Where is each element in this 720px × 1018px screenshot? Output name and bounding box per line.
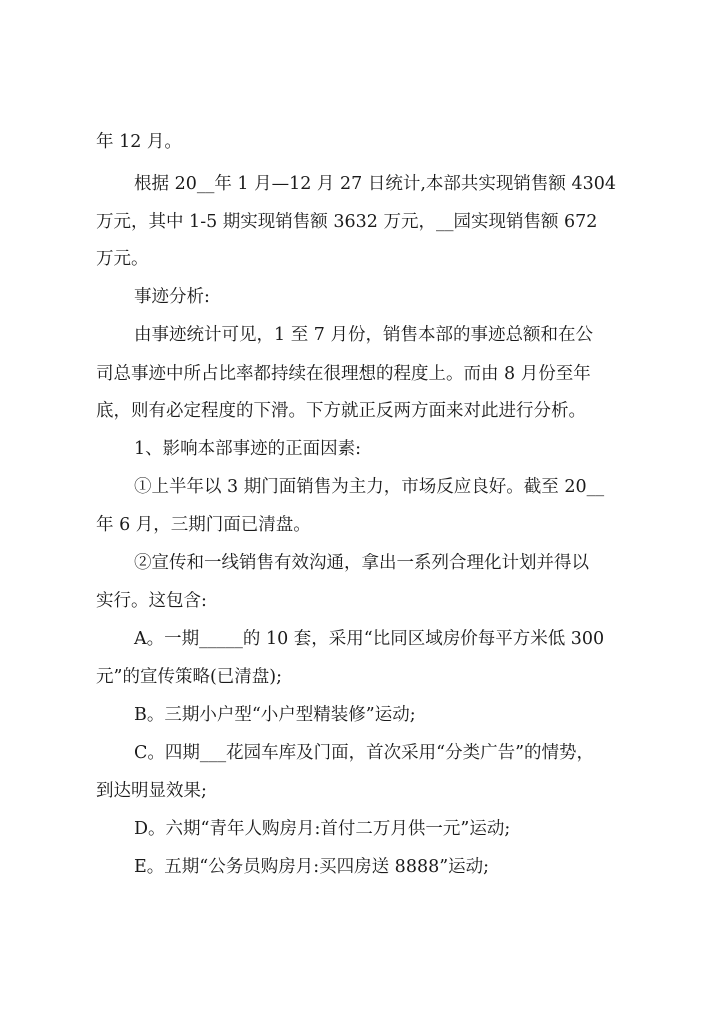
list-item: A。一期_____的 10 套，采用“比同区域房价每平方米低 300 <box>134 629 605 649</box>
subsection-heading: 1、影响本部事迹的正面因素: <box>134 439 362 459</box>
list-item: C。四期___花园车库及门面，首次采用“分类广告”的情势， <box>134 743 595 763</box>
text-line: 到达明显效果; <box>96 781 207 801</box>
text-line: 万元，其中 1-5 期实现销售额 3632 万元，__园实现销售额 672 <box>96 212 598 232</box>
section-heading: 事迹分析: <box>134 287 210 307</box>
text-line: 底，则有必定程度的下滑。下方就正反两方面来对此进行分析。 <box>96 401 586 421</box>
text-line: 年 12 月。 <box>96 132 182 152</box>
text-line: 元”的宣传策略(已清盘); <box>96 667 282 687</box>
text-line: 司总事迹中所占比率都持续在很理想的程度上。而由 8 月份至年 <box>96 364 591 384</box>
text-line: 万元。 <box>96 249 149 269</box>
text-line: 实行。这包含: <box>96 591 207 611</box>
text-line: 由事迹统计可见，1 至 7 月份，销售本部的事迹总额和在公 <box>134 325 593 345</box>
list-item: E。五期“公务员购房月:买四房送 8888”运动; <box>134 857 490 877</box>
list-item: D。六期“青年人购房月:首付二万月供一元”运动; <box>134 819 511 839</box>
list-item: B。三期小户型“小户型精装修”运动; <box>134 705 416 725</box>
text-line: ②宣传和一线销售有效沟通，拿出一系列合理化计划并得以 <box>134 553 589 573</box>
text-line: 年 6 月，三期门面已清盘。 <box>96 515 311 535</box>
text-line: 根据 20__年 1 月—12 月 27 日统计,本部共实现销售额 4304 <box>134 174 616 194</box>
text-line: ①上半年以 3 期门面销售为主力，市场反应良好。截至 20__ <box>134 477 605 497</box>
